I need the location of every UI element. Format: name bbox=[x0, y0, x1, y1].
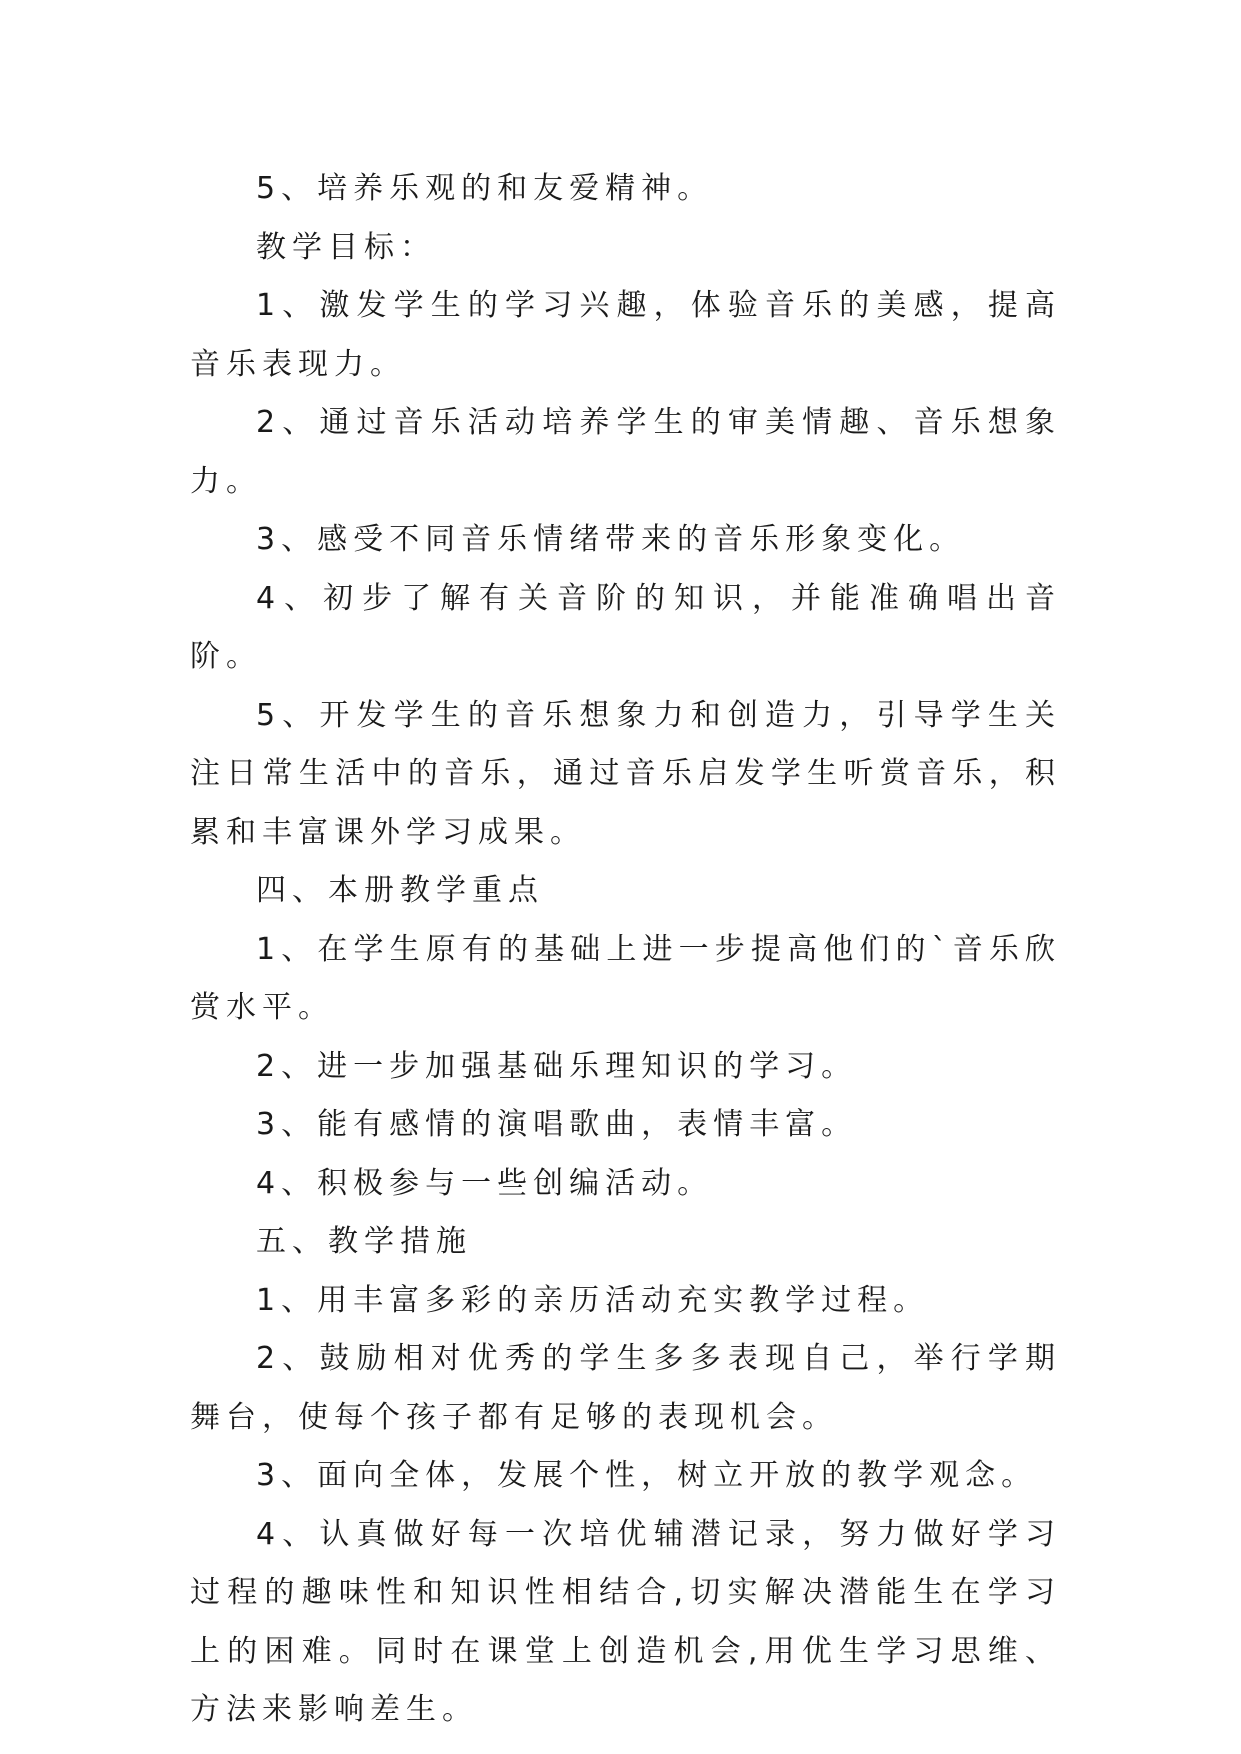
paragraph: 2、通过音乐活动培养学生的审美情趣、音乐想象力。 bbox=[190, 405, 1061, 499]
paragraph: 1、激发学生的学习兴趣，体验音乐的美感，提高音乐表现力。 bbox=[190, 288, 1061, 382]
paragraph: 1、在学生原有的基础上进一步提高他们的`音乐欣赏水平。 bbox=[190, 931, 1061, 1025]
paragraph: 4、认真做好每一次培优辅潜记录，努力做好学习过程的趣味性和知识性相结合,切实解决潜能生在学习上的困难。同时在课堂上创造机会,用优生学习思维、方法来影响差生。 bbox=[190, 1516, 1061, 1727]
paragraph: 4、初步了解有关音阶的知识，并能准确唱出音阶。 bbox=[190, 580, 1061, 674]
paragraph: 4、积极参与一些创编活动。 bbox=[256, 1165, 714, 1201]
paragraph: 1、用丰富多彩的亲历活动充实教学过程。 bbox=[256, 1282, 930, 1318]
paragraph: 3、能有感情的演唱歌曲，表情丰富。 bbox=[256, 1107, 858, 1142]
paragraph: 5、培养乐观的和友爱精神。 bbox=[256, 171, 714, 206]
paragraph: 3、感受不同音乐情绪带来的音乐形象变化。 bbox=[256, 522, 966, 557]
section-heading: 五、教学措施 bbox=[256, 1224, 472, 1259]
paragraph: 2、鼓励相对优秀的学生多多表现自己，举行学期舞台，使每个孩子都有足够的表现机会。 bbox=[190, 1341, 1061, 1435]
paragraph: 3、面向全体，发展个性，树立开放的教学观念。 bbox=[256, 1458, 1038, 1493]
section-heading: 教学目标： bbox=[256, 229, 436, 265]
paragraph: 2、进一步加强基础乐理知识的学习。 bbox=[256, 1048, 858, 1084]
section-heading: 四、本册教学重点 bbox=[256, 873, 544, 908]
paragraph: 5、开发学生的音乐想象力和创造力，引导学生关注日常生活中的音乐，通过音乐启发学生听赏音乐，积累和丰富课外学习成果。 bbox=[190, 697, 1061, 850]
